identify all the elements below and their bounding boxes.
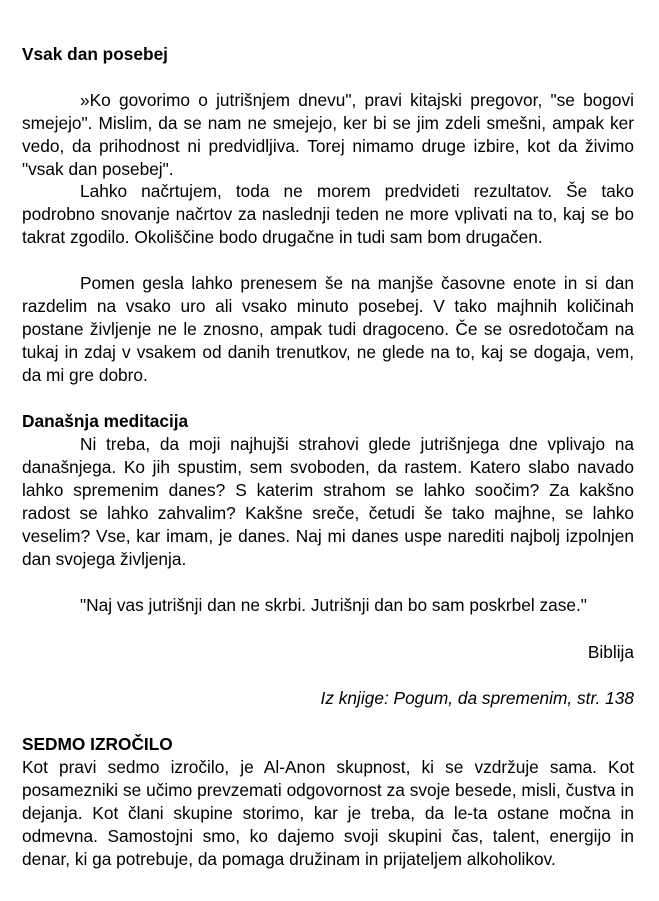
- intro-paragraph-1: »Ko govorimo o jutrišnjem dnevu", pravi kitajski pregovor, "se bogovi smejejo". Mislim, da se nam ne smejejo, ker bi se jim zdeli smešni, ampak ker vedo, da prihodnost ni predvidljiva. Torej nimamo druge izbire, kot da živimo "vsak dan posebej".: [22, 90, 634, 179]
- meditation-paragraph: Ni treba, da moji najhujši strahovi glede jutrišnjega dne vplivajo na današnjega. Ko jih spustim, sem svoboden, da rastem. Katero slabo navado lahko spremenim danes? S katerim strahom se lahko soočim? Za kakšno radost se lahko zahvalim? Kakšne sreče, četudi še tako majhne, se lahko veselim? Vse, kar imam, je danes. Naj mi danes uspe narediti najbolj izpolnjen dan svojega življenja.: [22, 434, 634, 569]
- section-title: Vsak dan posebej: [22, 44, 168, 64]
- intro-paragraph-2: Lahko načrtujem, toda ne morem predvideti rezultatov. Še tako podrobno snovanje načrtov za naslednji teden ne more vplivati na to, kaj se bo takrat zgodilo. Okoliščine bodo drugačne in tudi sam bom drugačen.: [22, 181, 634, 247]
- quote-text: "Naj vas jutrišnji dan ne skrbi. Jutrišnji dan bo sam poskrbel zase.": [80, 595, 587, 615]
- tradition-title: SEDMO IZROČILO: [22, 734, 173, 754]
- tradition-paragraph: Kot pravi sedmo izročilo, je Al-Anon skupnost, ki se vzdržuje sama. Kot posamezniki se učimo prevzemati odgovornost za svoje besede, misli, čustva in dejanja. Kot člani skupine storimo, kar je treba, da le-ta ostane močna in odmevna. Samostojni smo, ko dajemo svoji skupini čas, talent, energijo in denar, ki ga potrebuje, da pomaga družinam in prijateljem alkoholikov.: [22, 757, 634, 869]
- quote-source: Biblija: [587, 642, 634, 662]
- meditation-title: Današnja meditacija: [22, 411, 189, 431]
- intro-paragraph-3: Pomen gesla lahko prenesem še na manjše časovne enote in si dan razdelim na vsako uro ali vsako minuto posebej. V tako majhnih količinah postane življenje ne le znosno, ampak tudi dragoceno. Če se osredotočam na tukaj in zdaj v vsakem od danih trenutkov, ne glede na to, kaj se dogaja, vem, da mi gre dobro.: [22, 273, 634, 385]
- book-reference: Iz knjige: Pogum, da spremenim, str. 138: [320, 688, 634, 708]
